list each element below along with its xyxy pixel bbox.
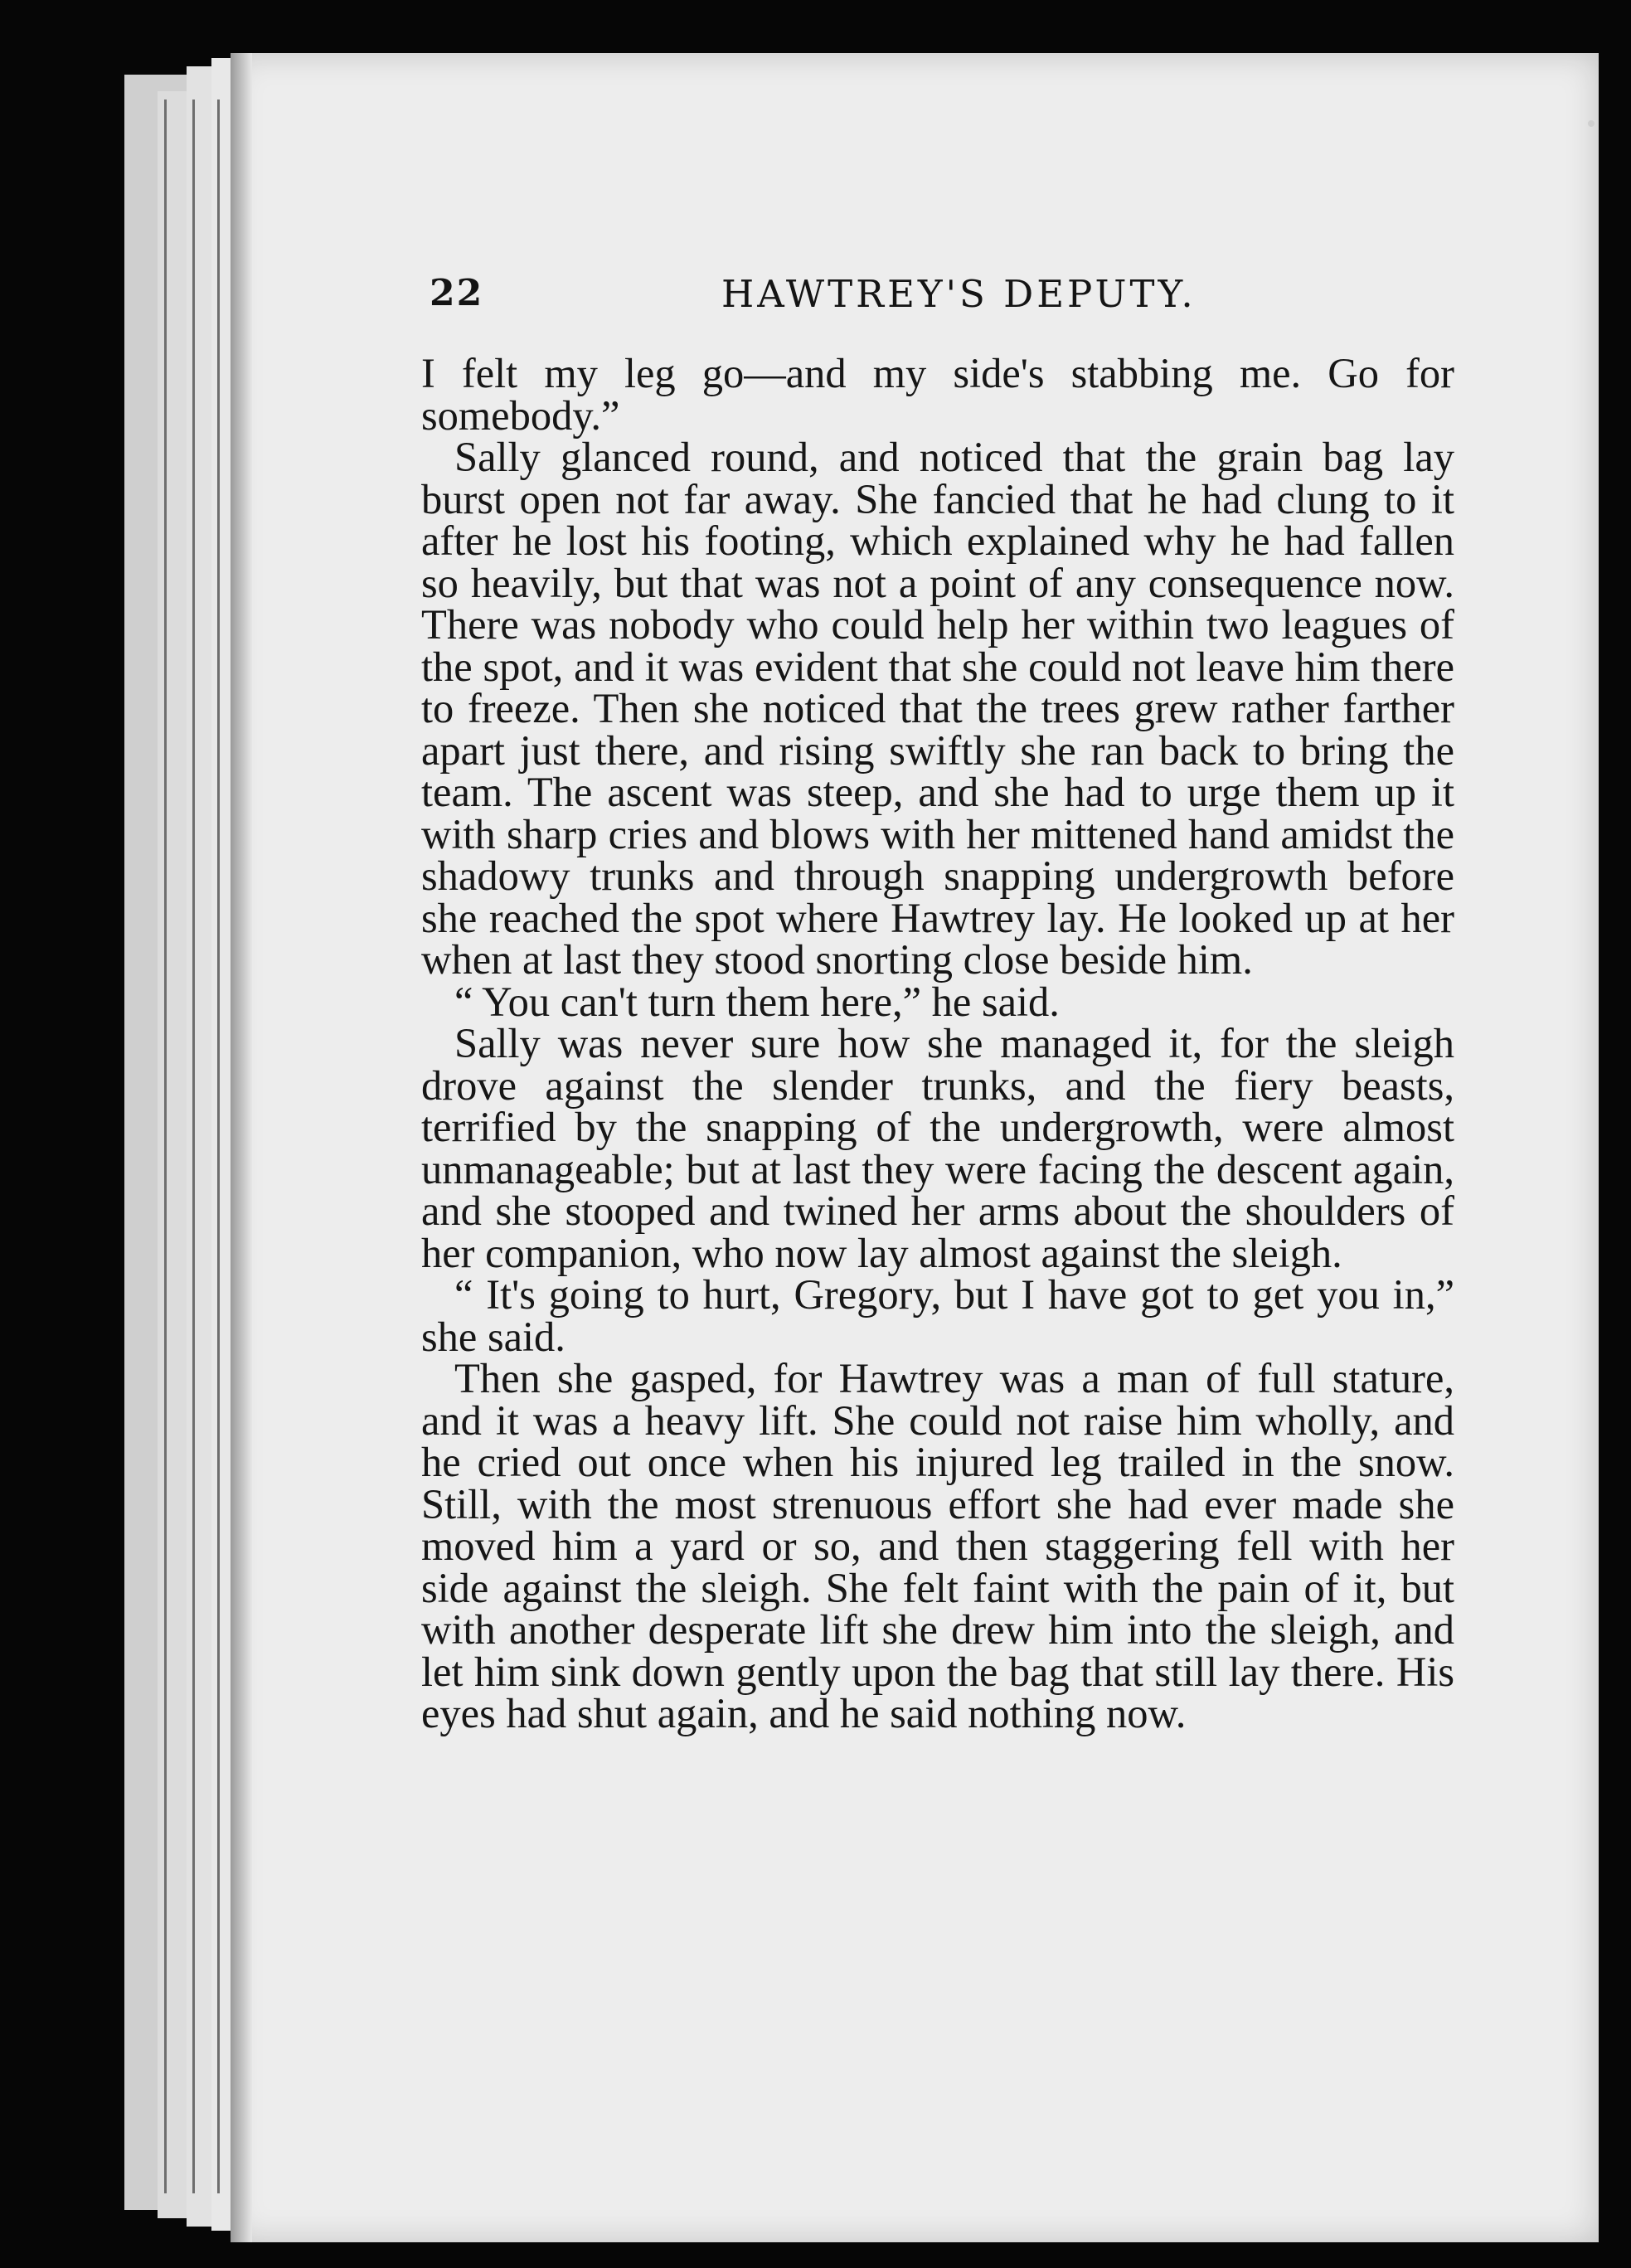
body-text (421, 352, 1454, 1735)
page-edge-line (164, 100, 167, 2193)
page-edge-line (192, 100, 195, 2193)
running-title: HAWTREY'S DEPUTY. (721, 272, 1197, 316)
page-number: 22 (430, 272, 484, 314)
scan-speck (1588, 120, 1595, 127)
page-gutter-shadow (231, 53, 252, 2242)
paragraph: I felt my leg go—and my side's stabbing me. Go for somebody.” (421, 350, 1454, 439)
paragraph: “ It's going to hurt, Gregory, but I have got to get you in,” she said. (421, 1271, 1454, 1360)
page-edge-line (217, 100, 220, 2193)
running-head (430, 272, 1267, 322)
paragraph: Then she gasped, for Hawtrey was a man of full stature, and it was a heavy lift. She could not raise him wholly, and he cried out once when his injured leg trailed in the snow. Still, with the most strenuous effort she had ever made she moved him a yard or so, and then staggering fell with her side against the sleigh. She felt faint with the pain of it, but with another desperate lift she drew him into the sleigh, and let him sink down gently upon the bag that still lay there. His eyes had shut again, and he said nothing now. (421, 1355, 1454, 1736)
paragraph: Sally glanced round, and noticed that the grain bag lay burst open not far away. She fancied that he had clung to it after he lost his footing, which explained why he had fallen so heavily, but that was not a point of any consequence now. There was nobody who could help her within two leagues of the spot, and it was evident that she could not leave him there to freeze. Then she noticed that the trees grew rather farther apart just there, and rising swiftly she ran back to bring the team. The ascent was steep, and she had to urge them up it with sharp cries and blows with her mittened hand amidst the shadowy trunks and through snapping undergrowth before she reached the spot where Hawtrey lay. He looked up at her when at last they stood snorting close beside him. (421, 434, 1454, 983)
paragraph: “ You can't turn them here,” he said. (454, 978, 1060, 1025)
paragraph: Sally was never sure how she managed it, for the sleigh drove against the slender trunks, and the fiery beasts, terrified by the snapping of the undergrowth, were almost unmanageable; but at last they were facing the descent again, and she stooped and twined her arms about the shoulders of her companion, who now lay almost against the sleigh. (421, 1020, 1454, 1276)
